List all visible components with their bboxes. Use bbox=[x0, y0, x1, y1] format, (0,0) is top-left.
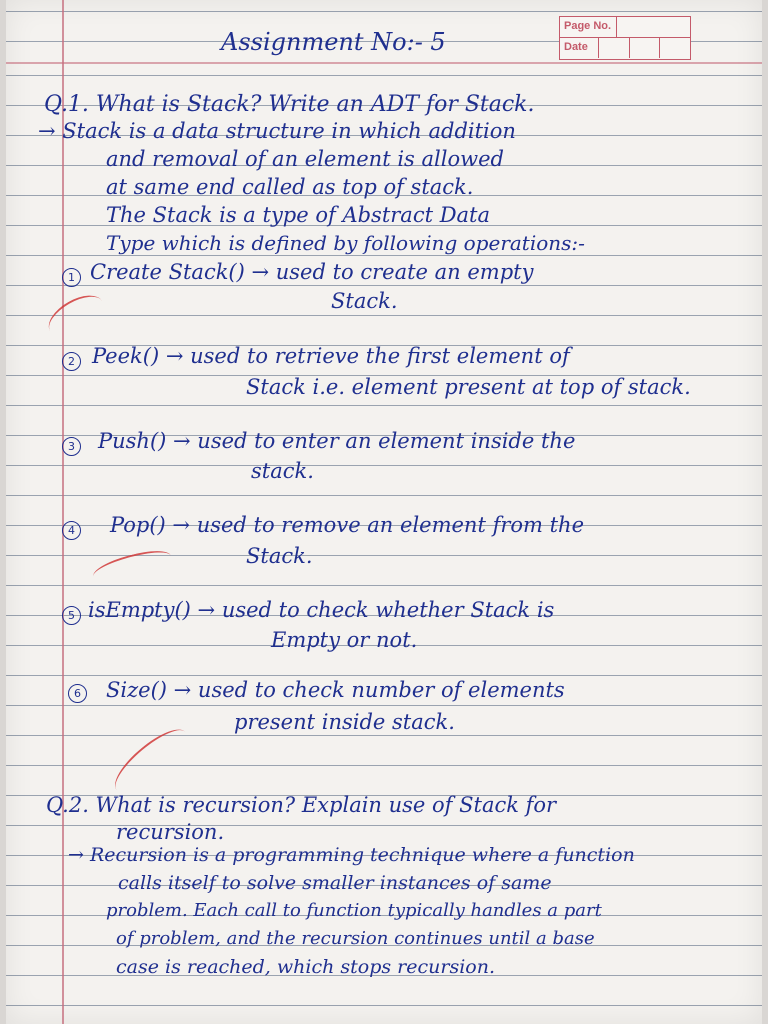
operation-line: Stack. bbox=[331, 289, 398, 313]
operation-number: 4 bbox=[62, 521, 81, 540]
assignment-title: Assignment No:- 5 bbox=[221, 28, 446, 56]
red-check-mark bbox=[42, 287, 110, 345]
operation-line: Empty or not. bbox=[271, 628, 418, 652]
q1-question: Q.1. What is Stack? Write an ADT for Stack. bbox=[44, 92, 535, 117]
operation-line: isEmpty() → used to check whether Stack is bbox=[88, 598, 555, 622]
operation-number: 2 bbox=[62, 352, 81, 371]
q2-question: recursion. bbox=[116, 820, 225, 844]
operation-number: 3 bbox=[62, 437, 81, 456]
date-label: Date bbox=[560, 38, 599, 58]
q2-question: Q.2. What is recursion? Explain use of Stack for bbox=[46, 793, 557, 817]
operation-line: Stack i.e. element present at top of stack. bbox=[246, 375, 691, 399]
operation-number: 6 bbox=[68, 684, 87, 703]
header-rule bbox=[6, 62, 762, 64]
operation-number: 1 bbox=[62, 268, 81, 287]
q2-answer-line: calls itself to solve smaller instances of same bbox=[118, 872, 552, 894]
operation-line: Push() → used to enter an element inside the bbox=[98, 429, 576, 453]
q2-answer-line: of problem, and the recursion continues until a base bbox=[116, 928, 595, 949]
q1-answer-line: → Stack is a data structure in which addition bbox=[38, 119, 516, 143]
page-no-label: Page No. bbox=[560, 17, 617, 37]
q1-answer-line: and removal of an element is allowed bbox=[106, 147, 504, 171]
operation-number: 5 bbox=[62, 606, 81, 625]
notebook-page bbox=[6, 0, 762, 1024]
operation-line: Create Stack() → used to create an empty bbox=[90, 260, 534, 284]
margin-rule bbox=[62, 0, 64, 1024]
operation-line: Pop() → used to remove an element from the bbox=[110, 513, 584, 537]
q1-answer-line: The Stack is a type of Abstract Data bbox=[106, 203, 491, 227]
q2-answer-line: → Recursion is a programming technique where a function bbox=[68, 844, 635, 866]
q2-answer-line: case is reached, which stops recursion. bbox=[116, 956, 495, 978]
operation-line: Size() → used to check number of elements bbox=[106, 678, 565, 702]
operation-line: present inside stack. bbox=[234, 710, 455, 734]
red-check-mark bbox=[91, 545, 174, 587]
operation-line: Peek() → used to retrieve the first element of bbox=[92, 344, 570, 368]
operation-line: stack. bbox=[251, 459, 314, 483]
operation-line: Stack. bbox=[246, 544, 313, 568]
q1-answer-line: at same end called as top of stack. bbox=[106, 175, 474, 199]
q1-answer-line: Type which is defined by following operations:- bbox=[106, 231, 585, 255]
q2-answer-line: problem. Each call to function typically handles a part bbox=[106, 900, 602, 921]
red-check-mark bbox=[106, 720, 196, 802]
page-info-box bbox=[559, 16, 691, 60]
